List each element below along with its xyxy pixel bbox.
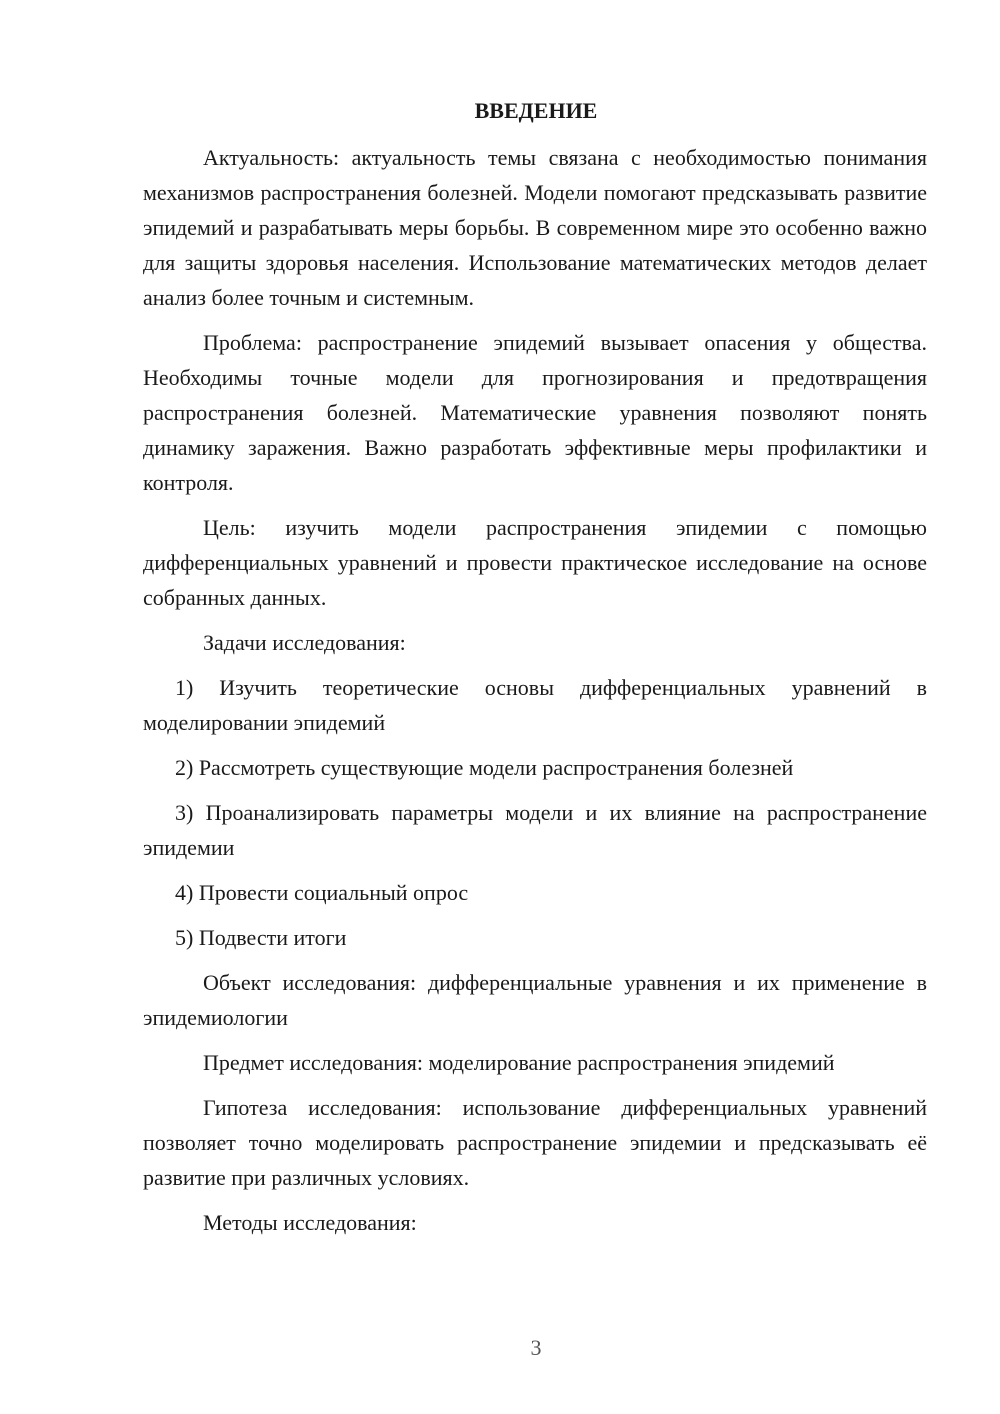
paragraph-problem: Проблема: распространение эпидемий вызывает опасения у общества. Необходимы точные модели для прогнозирования и предотвращения распространения болезней. Математические уравнения позволяют понять динамику заражения. Важно разработать эффективные меры профилактики и контроля. — [143, 330, 927, 495]
paragraph-object: Объект исследования: дифференциальные уравнения и их применение в эпидемиологии — [143, 970, 927, 1030]
paragraph-relevance: Актуальность: актуальность темы связана с необходимостью понимания механизмов распространения болезней. Модели помогают предсказывать развитие эпидемий и разрабатывать меры борьбы. В современном мире это особенно важно для защиты здоровья населения. Использование математических методов делает анализ более точным и системным. — [143, 145, 927, 310]
task-item-2: 2) Рассмотреть существующие модели распространения болезней — [175, 755, 794, 780]
tasks-title: Задачи исследования: — [203, 630, 406, 655]
document-body — [143, 140, 927, 1250]
task-item-3: 3) Проанализировать параметры модели и их влияние на распространение эпидемии — [143, 800, 927, 860]
methods-title: Методы исследования: — [203, 1210, 417, 1235]
task-item-5: 5) Подвести итоги — [175, 925, 347, 950]
paragraph-hypothesis: Гипотеза исследования: использование дифференциальных уравнений позволяет точно моделировать распространение эпидемии и предсказывать её развитие при различных условиях. — [143, 1095, 927, 1190]
paragraph-subject: Предмет исследования: моделирование распространения эпидемий — [203, 1050, 835, 1075]
page-number: 3 — [530, 1335, 542, 1360]
task-item-1: 1) Изучить теоретические основы дифференциальных уравнений в моделировании эпидемий — [143, 675, 927, 735]
task-item-4: 4) Провести социальный опрос — [175, 880, 469, 905]
page-title: ВВЕДЕНИЕ — [474, 98, 598, 123]
paragraph-goal: Цель: изучить модели распространения эпидемии с помощью дифференциальных уравнений и провести практическое исследование на основе собранных данных. — [143, 515, 927, 610]
